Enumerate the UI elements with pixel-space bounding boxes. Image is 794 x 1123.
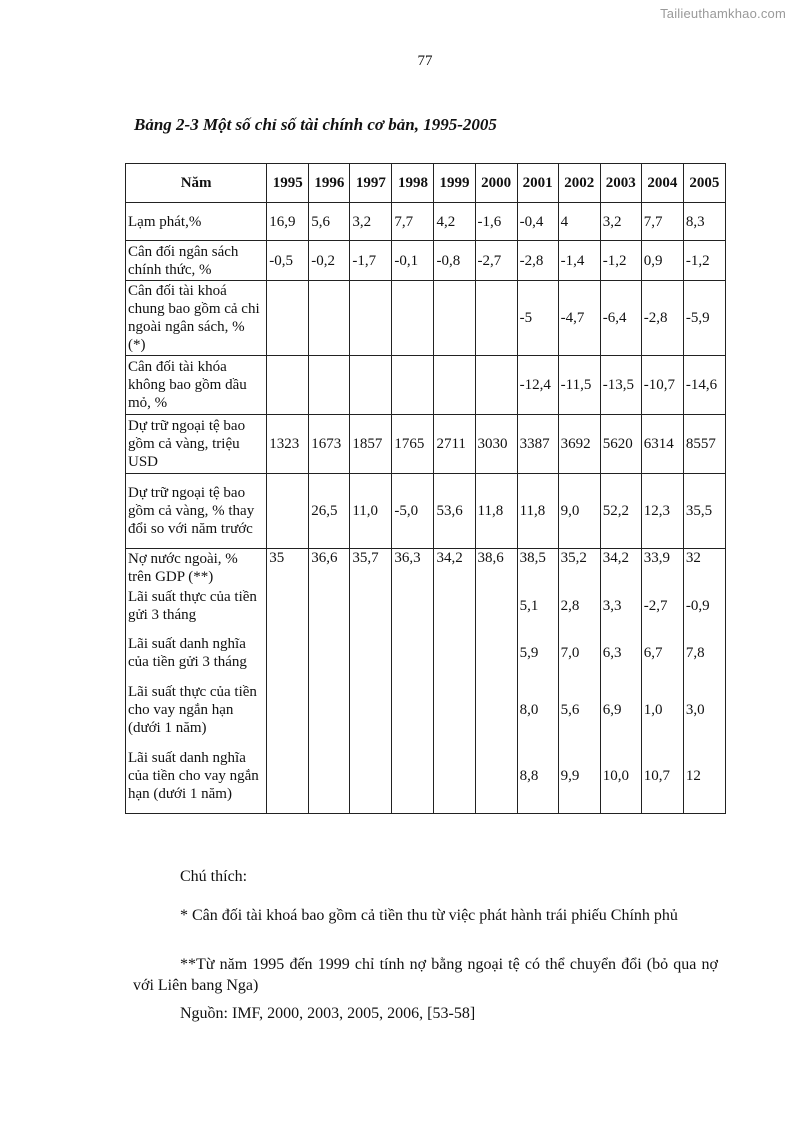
table-cell: 9,9	[558, 739, 600, 814]
table-cell: 7,7	[641, 203, 683, 241]
table-cell	[309, 682, 350, 739]
table-cell: 35,7	[350, 549, 392, 587]
header-year-label: Năm	[126, 164, 267, 203]
row-label: Cân đối tài khoá chung bao gồm cả chi ngoài ngân sách, % (*)	[126, 281, 267, 356]
table-cell: 3387	[517, 415, 558, 474]
table-cell	[475, 356, 517, 415]
table-cell: 52,2	[600, 474, 641, 549]
table-cell: 35,2	[558, 549, 600, 587]
table-cell	[392, 281, 434, 356]
table-cell	[350, 587, 392, 625]
table-cell: -1,2	[600, 241, 641, 281]
table-cell	[475, 587, 517, 625]
table-cell	[434, 625, 475, 682]
header-year: 2001	[517, 164, 558, 203]
row-label: Lãi suất thực của tiền gửi 3 tháng	[126, 587, 267, 625]
table-cell	[392, 682, 434, 739]
table-cell: -5	[517, 281, 558, 356]
header-year: 1998	[392, 164, 434, 203]
table-cell: -2,8	[641, 281, 683, 356]
table-cell: -2,7	[641, 587, 683, 625]
table-cell: 7,0	[558, 625, 600, 682]
row-label: Lãi suất danh nghĩa của tiền cho vay ngắn hạn (dưới 1 năm)	[126, 739, 267, 814]
table-cell	[350, 739, 392, 814]
table-cell: -0,5	[267, 241, 309, 281]
table-cell: 5,1	[517, 587, 558, 625]
table-cell	[434, 281, 475, 356]
table-cell: -1,2	[683, 241, 725, 281]
table-cell: 11,8	[475, 474, 517, 549]
table-cell	[350, 356, 392, 415]
table-row	[126, 415, 726, 474]
table-row	[126, 281, 726, 356]
watermark: Tailieuthamkhao.com	[660, 6, 786, 21]
table-cell: -0,1	[392, 241, 434, 281]
table-cell: -10,7	[641, 356, 683, 415]
table-cell	[309, 739, 350, 814]
table-cell: 3,2	[600, 203, 641, 241]
table-cell: 11,8	[517, 474, 558, 549]
table-cell: 38,6	[475, 549, 517, 587]
table-cell	[267, 739, 309, 814]
table-cell: 5,6	[309, 203, 350, 241]
table-cell: 1,0	[641, 682, 683, 739]
table-cell: 8,8	[517, 739, 558, 814]
table-cell: -5,9	[683, 281, 725, 356]
table-cell	[434, 682, 475, 739]
table-cell	[434, 587, 475, 625]
table-cell	[309, 281, 350, 356]
table-cell	[475, 281, 517, 356]
table-cell: 26,5	[309, 474, 350, 549]
table-title: Bảng 2-3 Một số chỉ số tài chính cơ bản, 1995-2005	[134, 115, 497, 134]
table-cell: -4,7	[558, 281, 600, 356]
header-year: 1999	[434, 164, 475, 203]
table-header-row	[126, 164, 726, 203]
table-cell: 6314	[641, 415, 683, 474]
table-row	[126, 474, 726, 549]
note-1: * Cân đối tài khoá bao gồm cả tiền thu từ việc phát hành trái phiếu Chính phủ	[180, 907, 678, 924]
table-cell: -5,0	[392, 474, 434, 549]
table-cell: 10,7	[641, 739, 683, 814]
table-cell: 32	[683, 549, 725, 587]
table-cell: 3030	[475, 415, 517, 474]
table-cell: 8,3	[683, 203, 725, 241]
table-cell	[309, 356, 350, 415]
table-cell: 12	[683, 739, 725, 814]
table-cell: 35,5	[683, 474, 725, 549]
table-cell: 3,3	[600, 587, 641, 625]
table-row	[126, 739, 726, 814]
table-cell: -2,7	[475, 241, 517, 281]
table-cell: 34,2	[434, 549, 475, 587]
table-cell: -1,6	[475, 203, 517, 241]
table-cell: -14,6	[683, 356, 725, 415]
table-cell: -11,5	[558, 356, 600, 415]
table-cell: 4,2	[434, 203, 475, 241]
table-cell	[392, 625, 434, 682]
table-row	[126, 549, 726, 587]
table-cell	[434, 739, 475, 814]
table-cell: 2711	[434, 415, 475, 474]
table-cell: 6,3	[600, 625, 641, 682]
table-cell	[267, 682, 309, 739]
table-cell: -1,4	[558, 241, 600, 281]
header-year: 2003	[600, 164, 641, 203]
table-cell: -0,2	[309, 241, 350, 281]
page-number: 77	[417, 53, 433, 69]
table-cell: 8,0	[517, 682, 558, 739]
header-year: 2000	[475, 164, 517, 203]
table-cell: 6,9	[600, 682, 641, 739]
table-cell: 0,9	[641, 241, 683, 281]
table-cell: -13,5	[600, 356, 641, 415]
table-cell: 10,0	[600, 739, 641, 814]
table-cell: 9,0	[558, 474, 600, 549]
table-cell	[475, 682, 517, 739]
table-cell: -1,7	[350, 241, 392, 281]
table-cell: -6,4	[600, 281, 641, 356]
row-label: Dự trữ ngoại tệ bao gồm cả vàng, % thay đổi so với năm trước	[126, 474, 267, 549]
row-label: Cân đối tài khóa không bao gồm dầu mỏ, %	[126, 356, 267, 415]
financial-indicators-table	[125, 163, 726, 814]
table-cell	[434, 356, 475, 415]
table-cell: 36,6	[309, 549, 350, 587]
table-cell: 3692	[558, 415, 600, 474]
table-cell: 5,6	[558, 682, 600, 739]
header-year: 2005	[683, 164, 725, 203]
row-label: Lãi suất danh nghĩa của tiền gửi 3 tháng	[126, 625, 267, 682]
table-cell: 38,5	[517, 549, 558, 587]
table-cell	[350, 625, 392, 682]
table-cell: 35	[267, 549, 309, 587]
table-cell: 5,9	[517, 625, 558, 682]
table-cell: -0,4	[517, 203, 558, 241]
table-cell	[392, 587, 434, 625]
table-cell: 7,7	[392, 203, 434, 241]
row-label: Cân đối ngân sách chính thức, %	[126, 241, 267, 281]
table-cell: 1857	[350, 415, 392, 474]
table-row	[126, 587, 726, 625]
table-cell: 12,3	[641, 474, 683, 549]
table-cell: 3,2	[350, 203, 392, 241]
table-cell: 6,7	[641, 625, 683, 682]
table-cell	[267, 625, 309, 682]
header-year: 1997	[350, 164, 392, 203]
table-cell: 5620	[600, 415, 641, 474]
table-cell: 4	[558, 203, 600, 241]
table-cell	[350, 281, 392, 356]
table-cell: 33,9	[641, 549, 683, 587]
table-cell: -0,8	[434, 241, 475, 281]
table-cell: 8557	[683, 415, 725, 474]
notes-heading: Chú thích:	[180, 868, 248, 885]
table-cell	[267, 474, 309, 549]
table-row	[126, 625, 726, 682]
source-note: Nguồn: IMF, 2000, 2003, 2005, 2006, [53-58]	[180, 1005, 476, 1022]
table-cell	[350, 682, 392, 739]
table-cell	[267, 281, 309, 356]
table-cell	[475, 739, 517, 814]
table-cell: 11,0	[350, 474, 392, 549]
table-cell: 53,6	[434, 474, 475, 549]
row-label: Lạm phát,%	[126, 203, 267, 241]
table-cell	[267, 356, 309, 415]
table-cell: 3,0	[683, 682, 725, 739]
header-year: 1995	[267, 164, 309, 203]
table-cell	[309, 587, 350, 625]
table-row	[126, 241, 726, 281]
header-year: 1996	[309, 164, 350, 203]
row-label: Lãi suất thực của tiền cho vay ngắn hạn (dưới 1 năm)	[126, 682, 267, 739]
header-year: 2002	[558, 164, 600, 203]
table-cell: 1765	[392, 415, 434, 474]
table-cell: -2,8	[517, 241, 558, 281]
table-cell	[392, 356, 434, 415]
row-label: Nợ nước ngoài, % trên GDP (**)	[126, 549, 267, 587]
note-2: **Từ năm 1995 đến 1999 chỉ tính nợ bằng ngoại tệ có thể chuyển đổi (bỏ qua nợ với Liên bang Nga)	[133, 956, 718, 994]
table-cell	[392, 739, 434, 814]
table-cell: 16,9	[267, 203, 309, 241]
table-cell: 1323	[267, 415, 309, 474]
table-cell: 36,3	[392, 549, 434, 587]
table-cell	[267, 587, 309, 625]
header-year: 2004	[641, 164, 683, 203]
table-cell: 1673	[309, 415, 350, 474]
table-row	[126, 203, 726, 241]
table-row	[126, 356, 726, 415]
table-row	[126, 682, 726, 739]
table-cell: -0,9	[683, 587, 725, 625]
table-cell	[309, 625, 350, 682]
table-cell: 34,2	[600, 549, 641, 587]
table-cell: 7,8	[683, 625, 725, 682]
table-cell: -12,4	[517, 356, 558, 415]
table-cell: 2,8	[558, 587, 600, 625]
table-cell	[475, 625, 517, 682]
row-label: Dự trữ ngoại tệ bao gồm cả vàng, triệu USD	[126, 415, 267, 474]
